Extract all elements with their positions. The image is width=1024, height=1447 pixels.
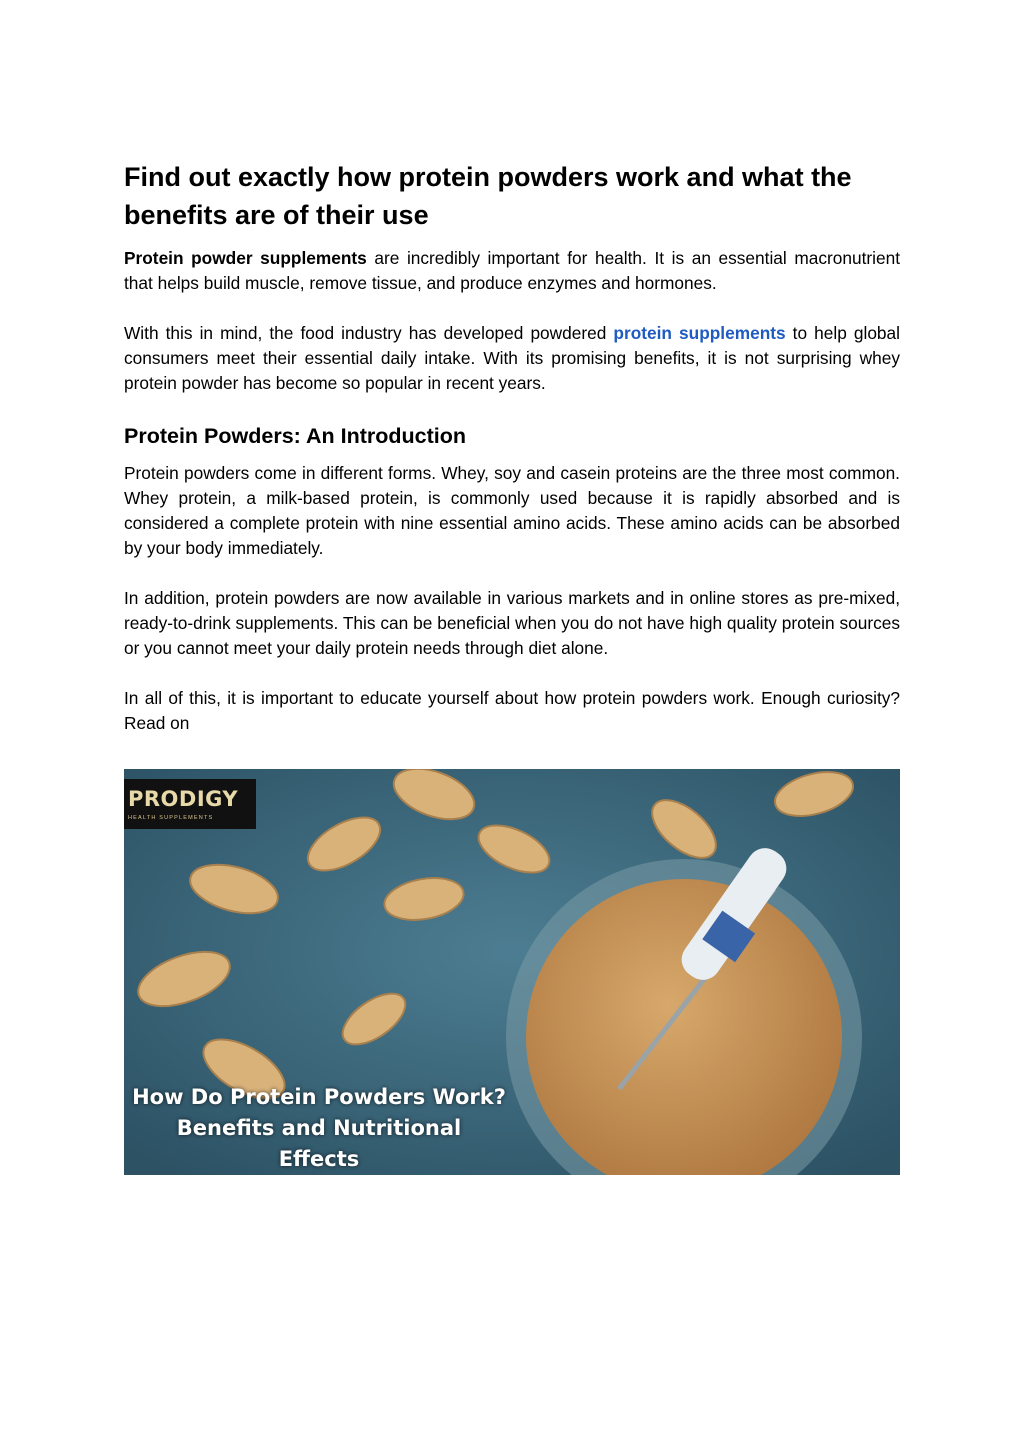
logo-text: PRODIGY <box>128 787 239 811</box>
logo-subtext: HEALTH SUPPLEMENTS <box>128 815 214 821</box>
paragraph-2 <box>124 321 900 396</box>
paragraph-4: In addition, protein powders are now available in various markets and in online stores as pre-mixed, ready-to-drink supplements. This can be beneficial when you do not have high quality protein sources or you cannot meet your daily protein needs through diet alone. <box>124 588 900 658</box>
protein-supplements-link[interactable]: protein supplements <box>613 323 786 343</box>
paragraph-2-before: With this in mind, the food industry has developed powdered <box>124 323 614 343</box>
hero-image <box>124 769 900 1175</box>
image-caption-overlay <box>124 1082 514 1175</box>
paragraph-3: Protein powders come in different forms. Whey, soy and casein proteins are the three most common. Whey protein, a milk-based protein, is commonly used because it is rapidly absorbed and is considered a complete protein with nine essential amino acids. These amino acids can be absorbed by your body immediately. <box>124 463 900 558</box>
intro-paragraph <box>124 246 900 296</box>
article-title: Find out exactly how protein powders work and what the benefits are of their use <box>124 162 852 230</box>
overlay-line-3: Effects <box>278 1147 360 1171</box>
overlay-line-2: Benefits and Nutritional <box>176 1116 462 1140</box>
article-body <box>124 158 900 761</box>
section-heading: Protein Powders: An Introduction <box>124 424 467 448</box>
intro-bold-lead: Protein powder supplements <box>124 248 367 268</box>
prodigy-logo <box>124 779 256 829</box>
overlay-line-1: How Do Protein Powders Work? <box>132 1085 506 1109</box>
paragraph-5: In all of this, it is important to educate yourself about how protein powders work. Enough curiosity? Read on <box>124 688 900 733</box>
paragraph-2-after: to help global consumers meet their essential daily intake. With its promising benefits, it is not surprising whey protein powder has become so popular in recent years. <box>124 323 900 393</box>
intro-text: are incredibly important for health. It is an essential macronutrient that helps build muscle, remove tissue, and produce enzymes and hormones. <box>124 248 901 293</box>
